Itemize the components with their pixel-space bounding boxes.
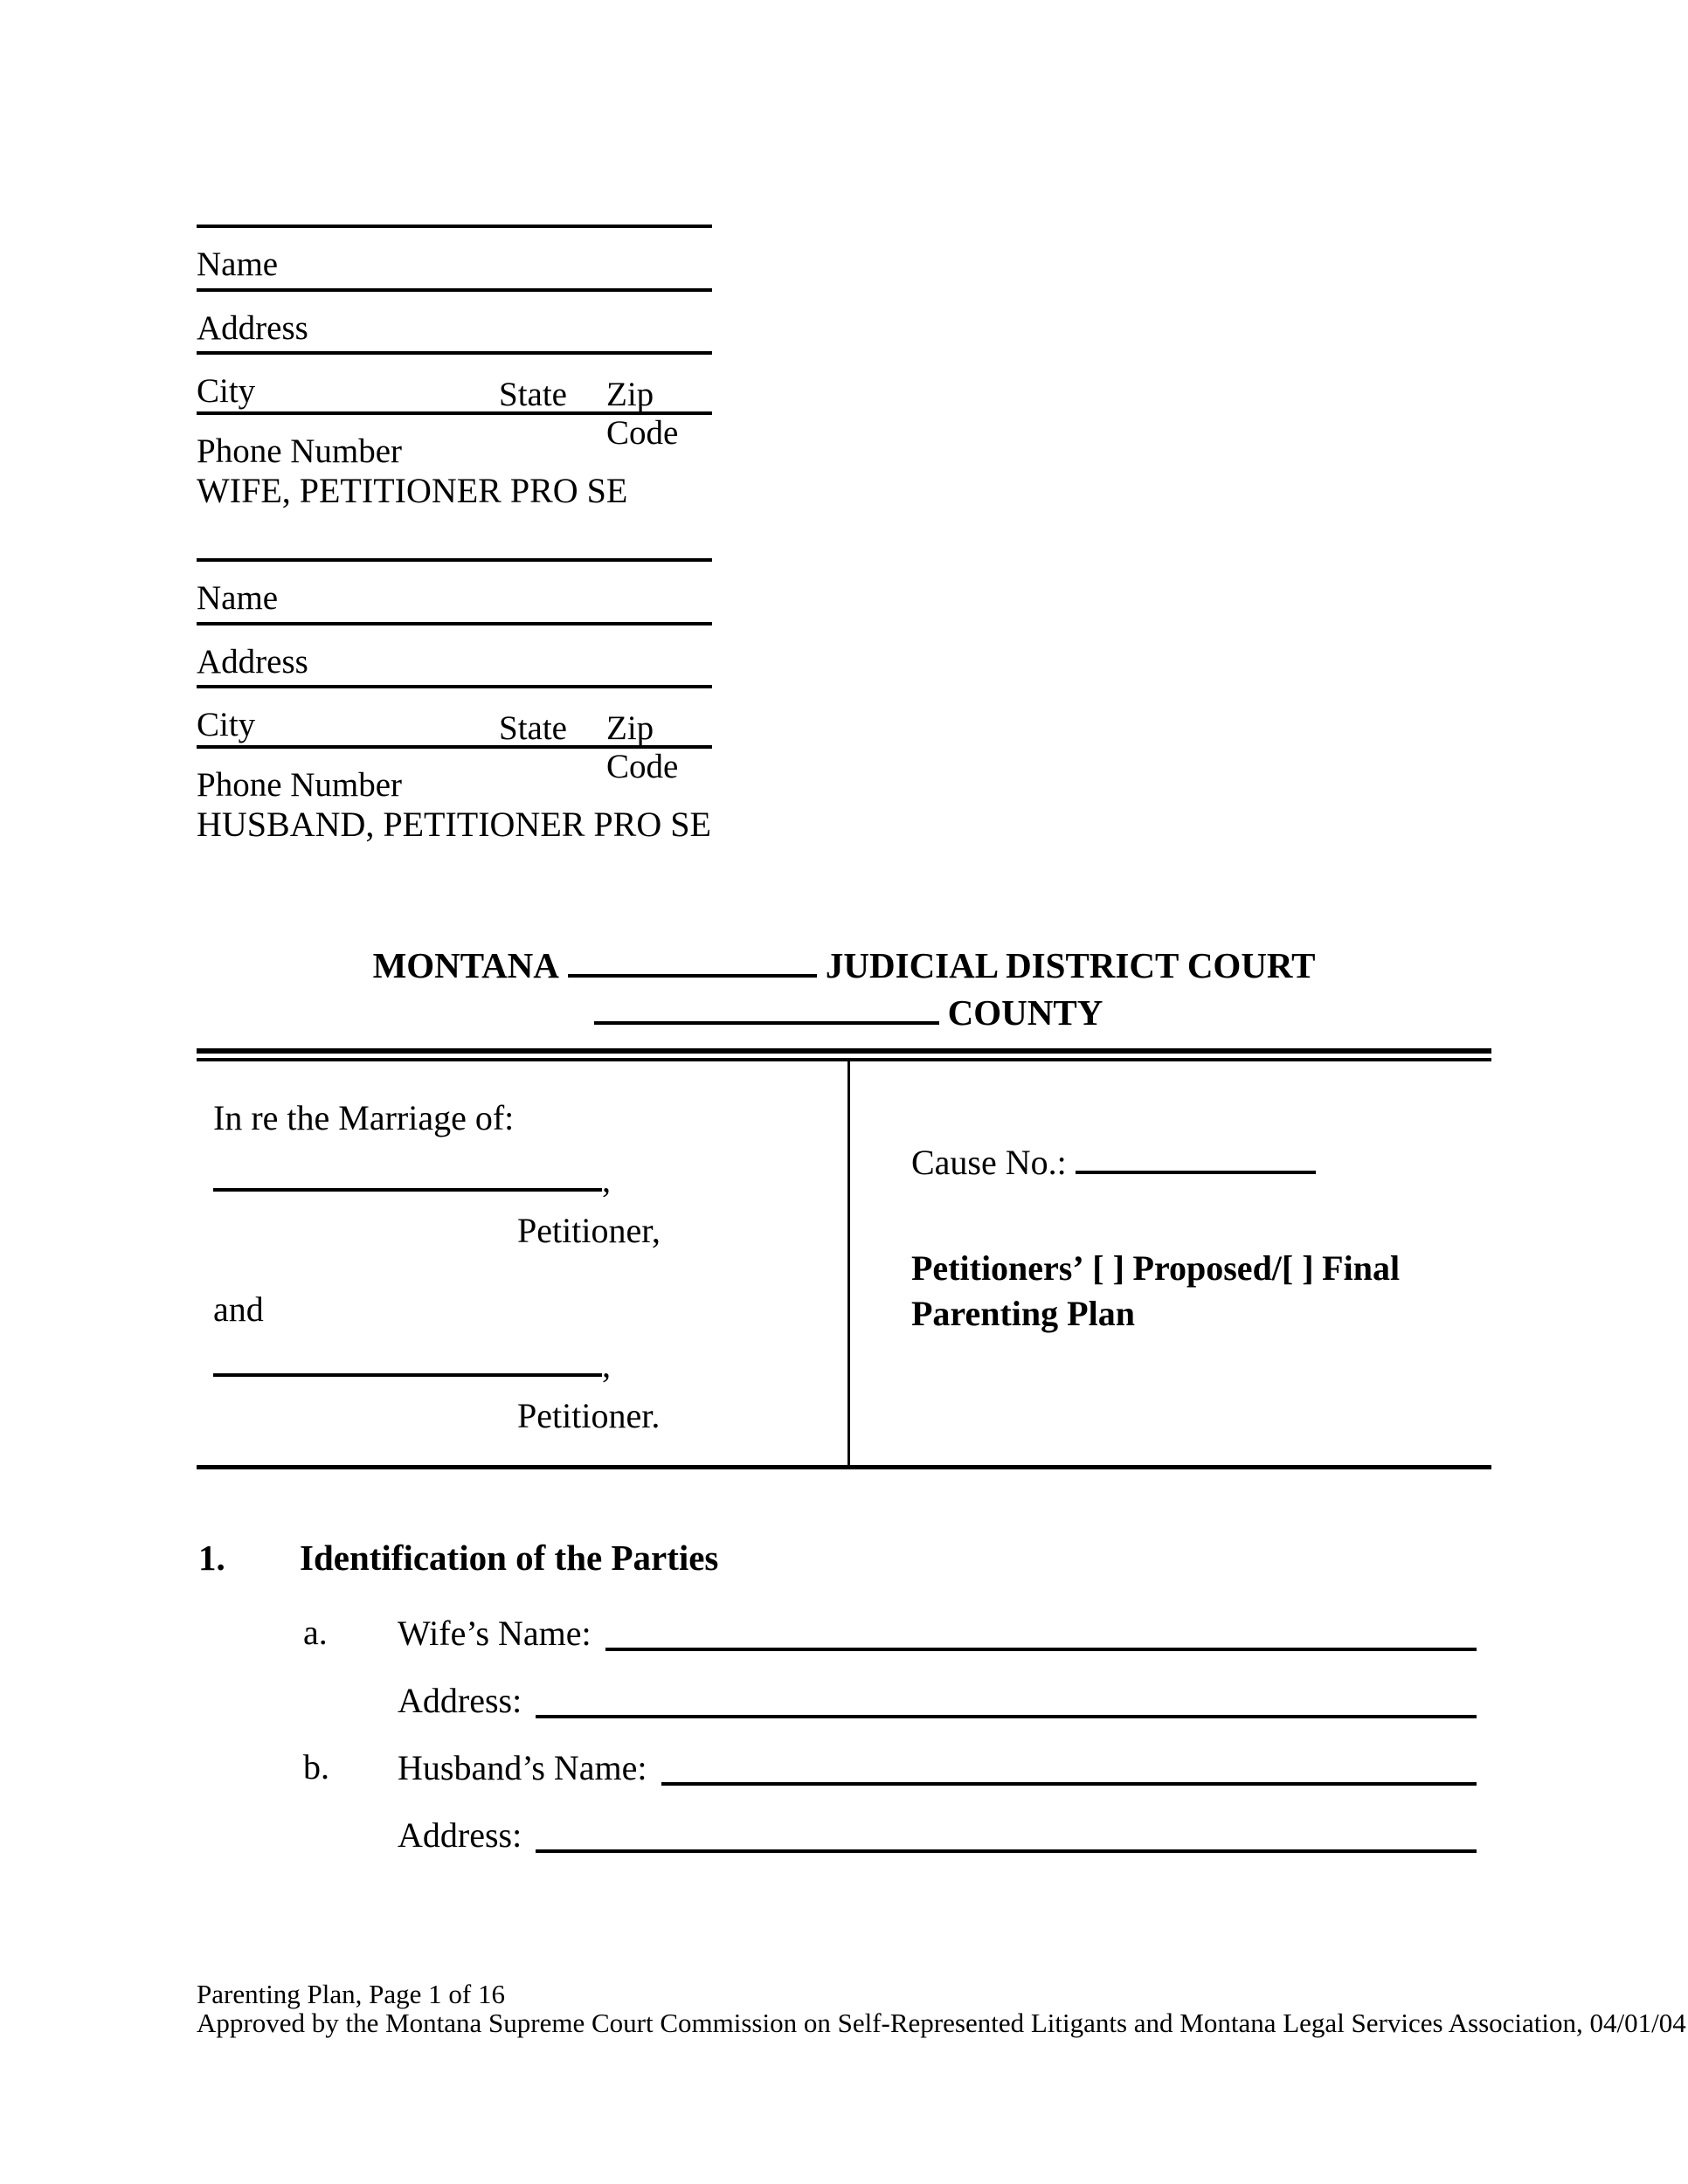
item-a-number: a.: [303, 1613, 328, 1652]
document-title: [911, 1246, 1470, 1337]
husband-address-line[interactable]: [197, 622, 712, 681]
husband-name-form-row: [197, 1742, 1477, 1789]
husband-name-field[interactable]: [661, 1782, 1477, 1786]
wife-name-field[interactable]: [605, 1648, 1477, 1651]
petitioner2-name-blank[interactable]: [213, 1337, 602, 1377]
wife-address-form-row: [197, 1675, 1477, 1722]
caption-intro: In re the Marriage of:: [213, 1098, 515, 1137]
caption-top-double-rule: [197, 1048, 1491, 1061]
court-heading: [197, 942, 1491, 1036]
wife-city-label: City: [197, 372, 256, 410]
comma-2: ,: [602, 1345, 611, 1385]
wife-name-label: Name: [197, 245, 279, 283]
case-caption-box: [197, 1048, 1491, 1469]
judicial-district-court-label: JUDICIAL DISTRICT COURT: [825, 945, 1316, 985]
wife-address-label: Address: [197, 309, 308, 347]
wife-party-designation: WIFE, PETITIONER PRO SE: [197, 471, 628, 510]
footer-approval-note: Approved by the Montana Supreme Court Commission on Self-Represented Litigants and Montana Legal Services Association, 04/01/04: [197, 2008, 1686, 2038]
husband-address-form-row: [197, 1809, 1477, 1856]
husband-party-designation: HUSBAND, PETITIONER PRO SE: [197, 805, 711, 844]
wife-address-field-label: Address:: [398, 1681, 522, 1720]
title-petitioners: Petitioners’: [911, 1248, 1084, 1288]
petitioner1-name-row: [213, 1151, 611, 1200]
final-checkbox[interactable]: [ ]: [1281, 1248, 1314, 1288]
husband-name-label: Name: [197, 579, 279, 617]
caption-divider: [847, 1061, 850, 1465]
petitioner2-name-row: [213, 1337, 611, 1386]
husband-state-label: State: [499, 709, 567, 747]
wife-name-form-row: [197, 1607, 1477, 1655]
wife-phone-line[interactable]: [197, 411, 712, 471]
cause-number-row: [911, 1136, 1316, 1183]
section1-heading-row: [197, 1536, 1477, 1581]
county-label: COUNTY: [947, 992, 1103, 1033]
husband-phone-label: Phone Number: [197, 766, 403, 804]
wife-address-line[interactable]: [197, 288, 712, 348]
husband-name-field-label: Husband’s Name:: [398, 1748, 647, 1787]
petitioner2-designation: Petitioner.: [517, 1396, 661, 1435]
comma-1: ,: [602, 1160, 611, 1199]
footer-page-number: Parenting Plan, Page 1 of 16: [197, 1979, 506, 2009]
cause-number-blank[interactable]: [1076, 1136, 1316, 1174]
court-heading-line1: [197, 942, 1491, 989]
district-number-blank[interactable]: [568, 944, 817, 978]
husband-name-line[interactable]: [197, 558, 712, 618]
state-name: MONTANA: [372, 945, 559, 985]
wife-zip-label: Zip Code: [606, 376, 679, 452]
document-title-line1: [911, 1246, 1470, 1291]
husband-zip-label: Zip Code: [606, 709, 679, 785]
document-title-line2: Parenting Plan: [911, 1294, 1135, 1333]
wife-phone-label: Phone Number: [197, 432, 403, 470]
wife-state-label: State: [499, 376, 567, 413]
wife-address-field[interactable]: [536, 1715, 1477, 1718]
item-b-number: b.: [303, 1747, 329, 1787]
page-footer: [197, 1980, 1686, 2037]
title-final: Final: [1322, 1248, 1401, 1288]
petitioner1-designation: Petitioner,: [517, 1211, 661, 1250]
caption-conjunction: and: [213, 1289, 264, 1329]
court-heading-line2: [197, 989, 1491, 1036]
title-proposed: Proposed/: [1132, 1248, 1282, 1288]
cause-number-label: Cause No.:: [911, 1143, 1067, 1182]
wife-name-field-label: Wife’s Name:: [398, 1614, 591, 1653]
petitioner1-name-blank[interactable]: [213, 1151, 602, 1192]
proposed-checkbox[interactable]: [ ]: [1092, 1248, 1124, 1288]
section1-heading: Identification of the Parties: [300, 1538, 719, 1578]
husband-city-label: City: [197, 706, 256, 743]
caption-bottom-rule: [197, 1465, 1491, 1469]
county-name-blank[interactable]: [594, 992, 939, 1025]
wife-name-line[interactable]: [197, 225, 712, 284]
husband-phone-line[interactable]: [197, 745, 712, 805]
husband-address-label: Address: [197, 643, 308, 681]
section1-number: 1.: [198, 1538, 225, 1578]
husband-address-field-label: Address:: [398, 1815, 522, 1855]
husband-address-field[interactable]: [536, 1849, 1477, 1853]
